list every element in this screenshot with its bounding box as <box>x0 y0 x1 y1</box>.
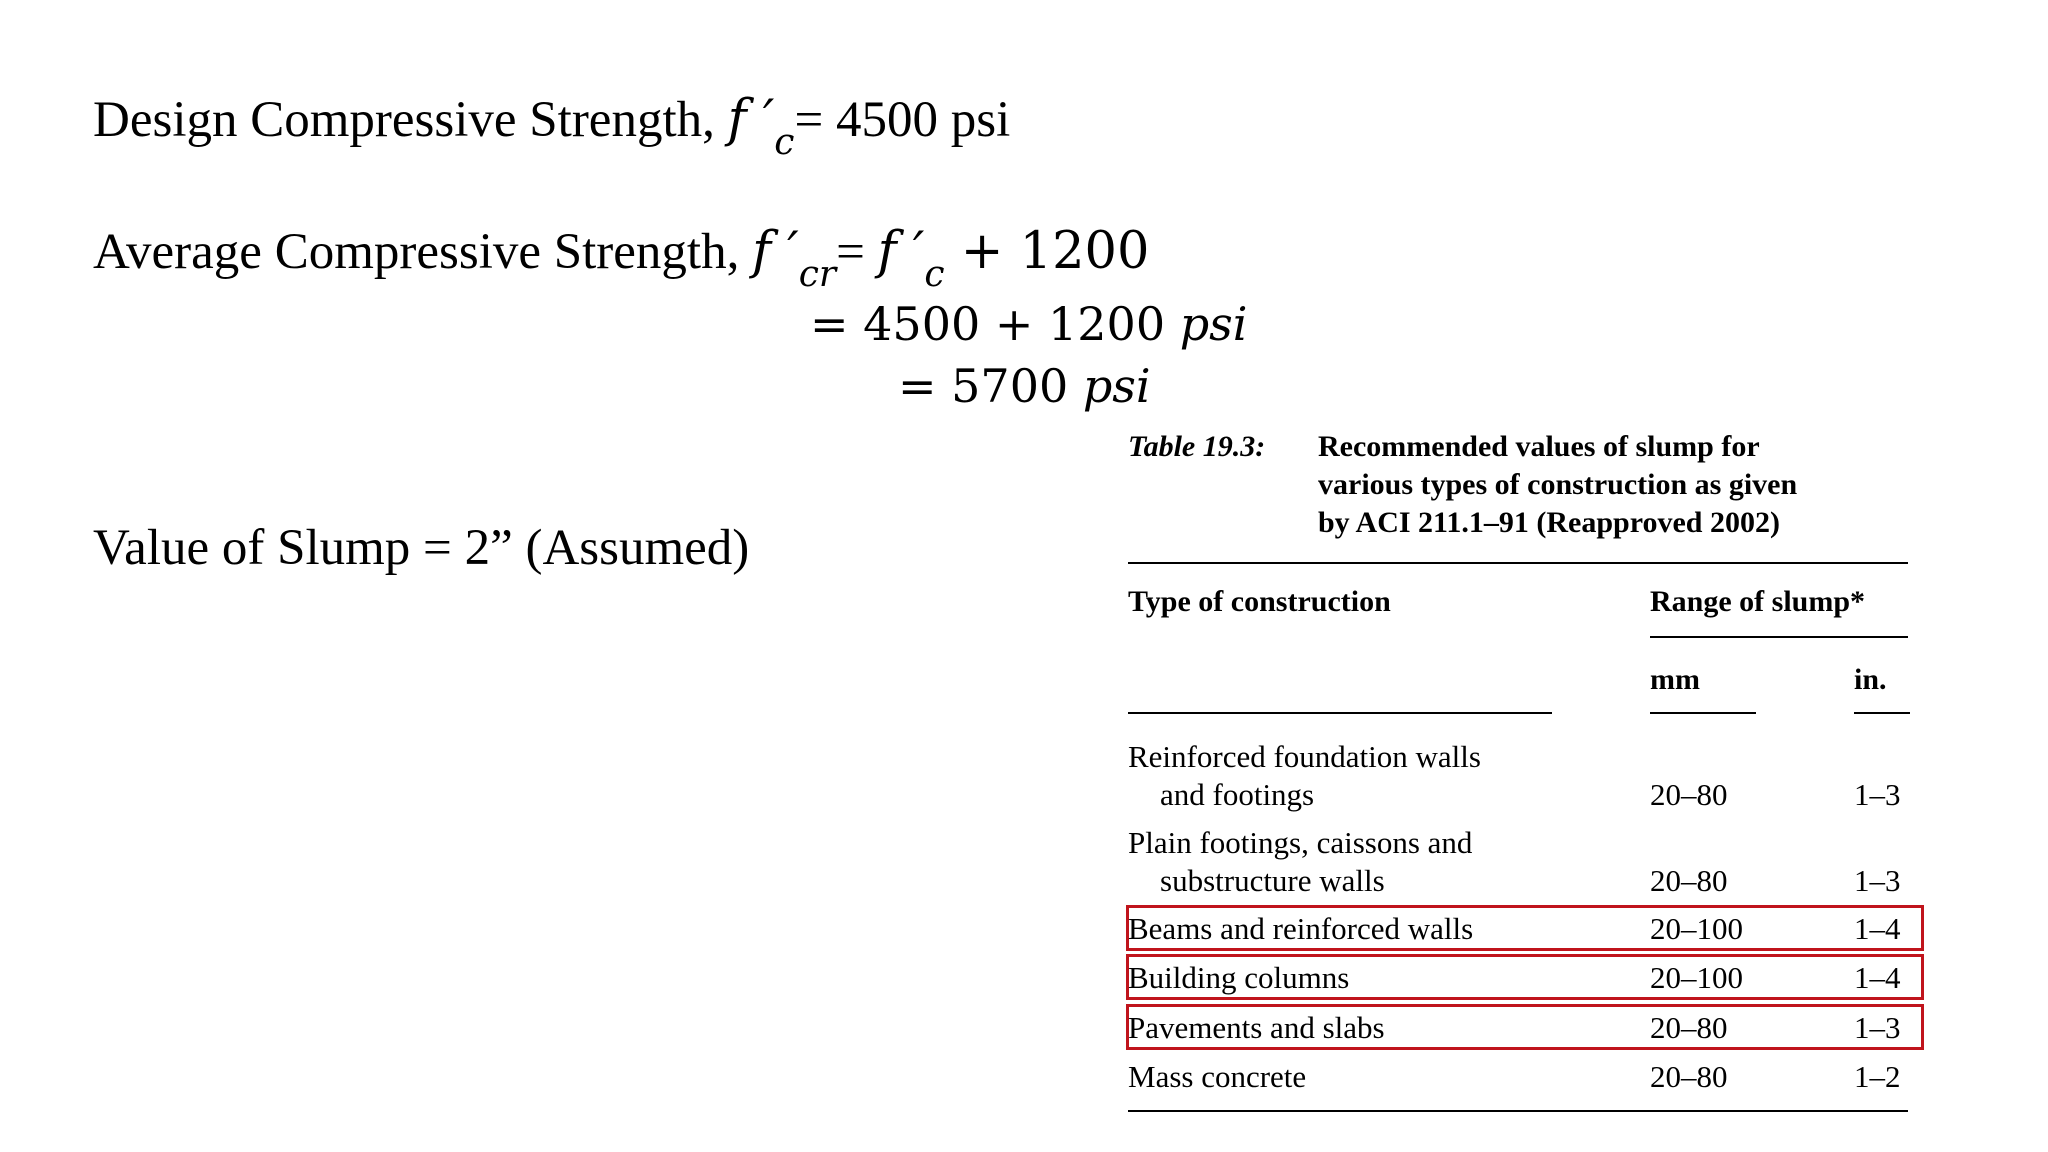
calc-step-1 <box>810 296 1247 352</box>
plus-1200: + 1200 <box>944 222 1150 281</box>
row-1-type-line-1: Reinforced foundation walls <box>1128 739 1481 774</box>
calc-step-2-unit: psi <box>1082 359 1151 413</box>
table-top-rule <box>1128 562 1908 564</box>
header-range: Range of slump* <box>1650 585 1866 618</box>
average-strength-line <box>93 222 1150 295</box>
calc-step-1-unit: psi <box>1179 297 1248 351</box>
row-6-in: 1–2 <box>1854 1059 1901 1094</box>
caption-line-3: by ACI 211.1–91 (Reapproved 2002) <box>1318 506 1780 539</box>
fcr-subscript: cr <box>798 254 837 295</box>
row-3-in: 1–4 <box>1854 911 1901 946</box>
header-type: Type of construction <box>1128 585 1391 618</box>
row-1-in: 1–3 <box>1854 777 1901 812</box>
row-6-mm: 20–80 <box>1650 1059 1728 1094</box>
caption-line-1: Recommended values of slump for <box>1318 430 1760 463</box>
header-mm: mm <box>1650 663 1700 696</box>
slump-table <box>1120 428 1920 1128</box>
table-caption-label: Table 19.3: <box>1128 430 1266 463</box>
table-bottom-rule <box>1128 1110 1908 1112</box>
slump-line: Value of Slump = 2” (Assumed) <box>93 520 750 576</box>
header-in: in. <box>1854 663 1887 696</box>
row-5-in: 1–3 <box>1854 1010 1901 1045</box>
calc-step-2 <box>898 358 1151 414</box>
row-2-type-line-1: Plain footings, caissons and <box>1128 825 1473 860</box>
row-4-type: Building columns <box>1128 960 1350 995</box>
design-strength-value: = 4500 psi <box>794 92 1011 148</box>
fcr-symbol: f ′ <box>752 222 799 281</box>
row-4-mm: 20–100 <box>1650 960 1743 995</box>
design-strength-label: Design Compressive Strength, <box>93 92 728 148</box>
table-caption-text <box>1318 428 1908 542</box>
in-header-rule <box>1854 712 1910 714</box>
fc-symbol: f ′ <box>727 90 775 149</box>
row-1-type-line-2: and footings <box>1160 777 1315 812</box>
fc-symbol-2: f ′ <box>877 222 925 281</box>
design-strength-line <box>93 90 1011 163</box>
average-strength-label: Average Compressive Strength, <box>93 224 753 280</box>
calc-step-1-expr: = 4500 + 1200 <box>810 297 1180 351</box>
row-2-in: 1–3 <box>1854 863 1901 898</box>
row-1-mm: 20–80 <box>1650 777 1728 812</box>
mm-header-rule <box>1650 712 1756 714</box>
type-header-rule <box>1128 712 1552 714</box>
fc-subscript-2: c <box>924 254 945 295</box>
row-2-type-line-2: substructure walls <box>1160 863 1385 898</box>
row-2-mm: 20–80 <box>1650 863 1728 898</box>
row-3-mm: 20–100 <box>1650 911 1743 946</box>
row-4-in: 1–4 <box>1854 960 1901 995</box>
calc-step-2-expr: = 5700 <box>898 359 1083 413</box>
row-5-type: Pavements and slabs <box>1128 1010 1385 1045</box>
row-6-type: Mass concrete <box>1128 1059 1307 1094</box>
row-3-type: Beams and reinforced walls <box>1128 911 1474 946</box>
fc-subscript: c <box>774 122 795 163</box>
caption-line-2: various types of construction as given <box>1318 468 1798 501</box>
equals-sign: = <box>836 224 878 280</box>
row-5-mm: 20–80 <box>1650 1010 1728 1045</box>
range-rule <box>1650 636 1908 638</box>
